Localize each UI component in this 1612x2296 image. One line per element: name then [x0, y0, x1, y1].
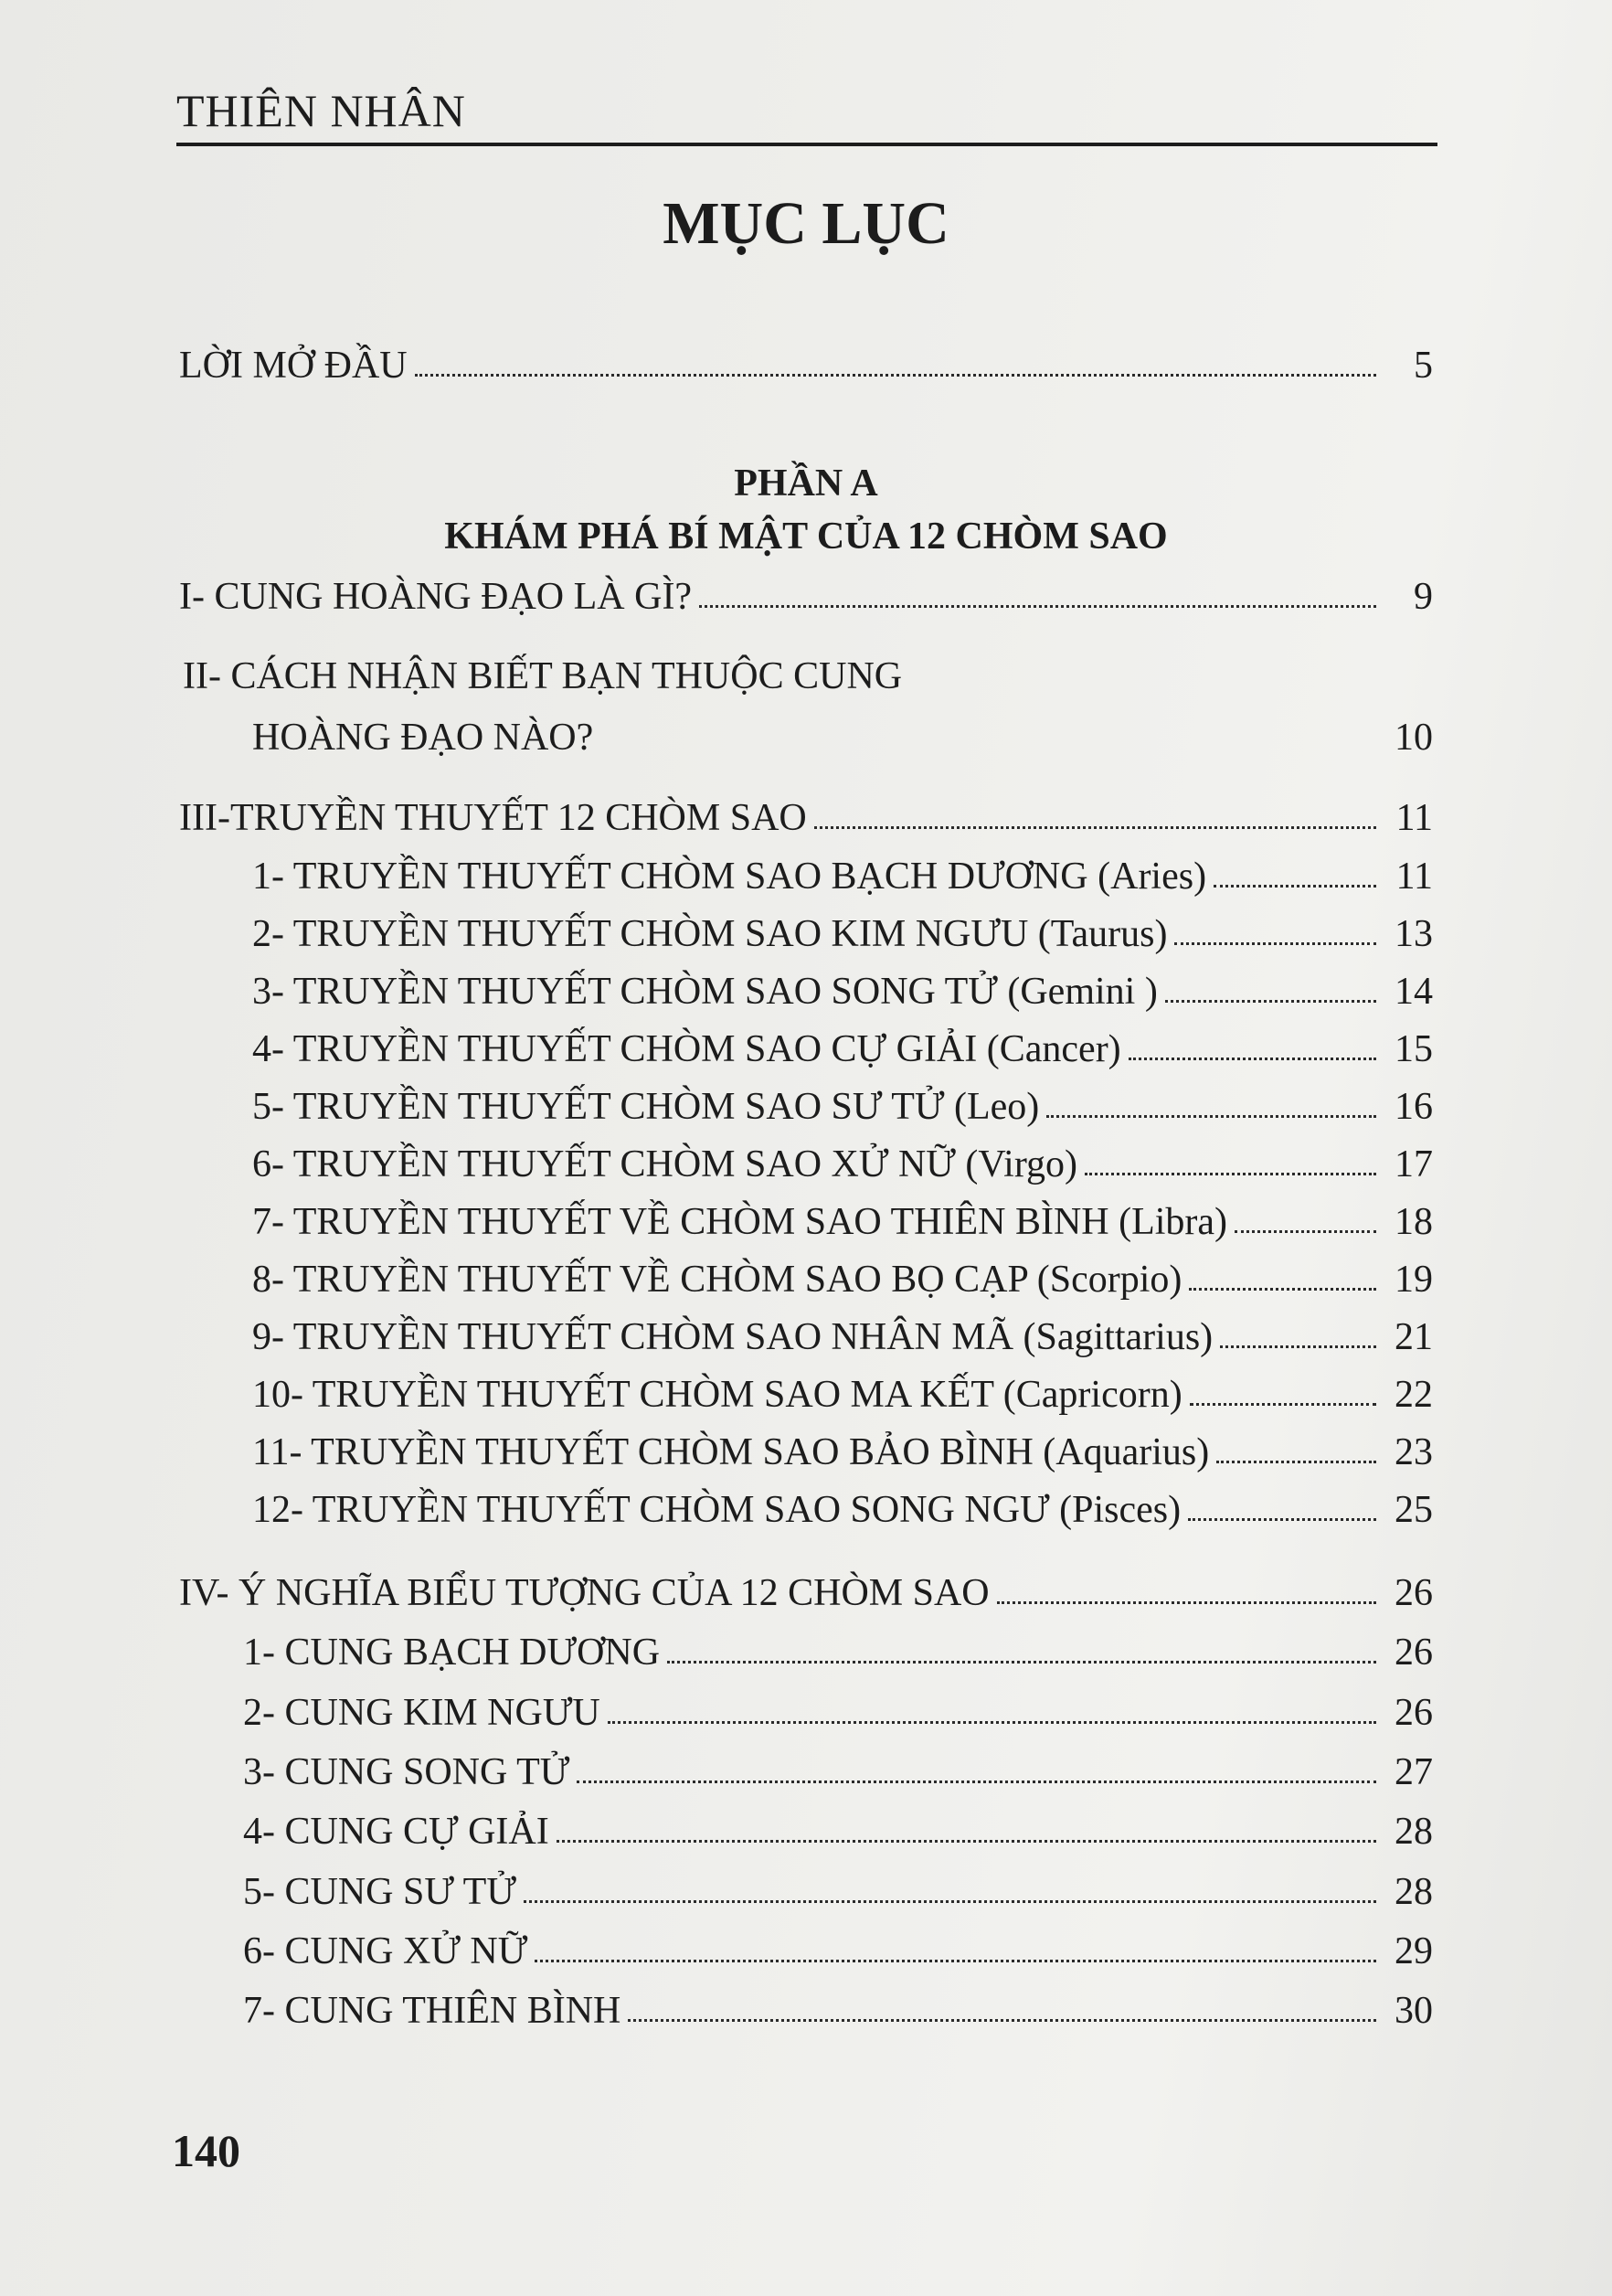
dot-leader: [1188, 1517, 1376, 1521]
toc-entry-section-1[interactable]: [179, 569, 1433, 616]
toc-entry-label: IV- Ý NGHĨA BIỂU TƯỢNG CỦA 12 CHÒM SAO: [179, 1572, 990, 1614]
running-head: THIÊN NHÂN: [176, 85, 466, 136]
dot-leader: [1220, 1345, 1376, 1348]
toc-subentry-leo[interactable]: [252, 1079, 1433, 1126]
toc-entry-label: 1- CUNG BẠCH DƯƠNG: [243, 1632, 661, 1674]
dot-leader: [667, 1660, 1376, 1664]
dot-leader: [1174, 941, 1376, 945]
toc-subentry-taurus[interactable]: [252, 906, 1433, 953]
toc-subentry-aquarius[interactable]: [252, 1424, 1433, 1472]
toc-subentry-cung-song-tu[interactable]: [243, 1744, 1433, 1791]
toc-entry-label: 8- TRUYỀN THUYẾT VỀ CHÒM SAO BỌ CẠP (Scorpio): [252, 1259, 1182, 1301]
toc-entry-label: 2- CUNG KIM NGƯU: [243, 1692, 600, 1734]
dot-leader: [814, 825, 1376, 829]
toc-entry-page: 17: [1395, 1143, 1433, 1185]
toc-subentry-capricorn[interactable]: [252, 1366, 1433, 1414]
dot-leader: [1216, 1460, 1376, 1463]
toc-entry-page: 19: [1395, 1259, 1433, 1301]
dot-leader: [1214, 884, 1376, 888]
toc-entry-label: 11- TRUYỀN THUYẾT CHÒM SAO BẢO BÌNH (Aquarius): [252, 1431, 1210, 1473]
toc-entry-label: I- CUNG HOÀNG ĐẠO LÀ GÌ?: [179, 576, 693, 618]
toc-subentry-cung-cu-giai[interactable]: [243, 1803, 1433, 1851]
toc-entry-page: 23: [1395, 1431, 1433, 1473]
dot-leader: [1129, 1057, 1376, 1060]
toc-entry-page: 10: [1395, 717, 1433, 759]
toc-entry-label: 4- TRUYỀN THUYẾT CHÒM SAO CỰ GIẢI (Cancer): [252, 1028, 1121, 1070]
toc-entry-page: 28: [1395, 1811, 1433, 1853]
dot-leader: [577, 1780, 1376, 1783]
toc-entry-page: 16: [1395, 1086, 1433, 1128]
toc-subentry-gemini[interactable]: [252, 963, 1433, 1011]
toc-entry-page: 5: [1414, 345, 1433, 387]
toc-entry-section-2-line1[interactable]: II- CÁCH NHẬN BIẾT BẠN THUỘC CUNG: [183, 655, 903, 697]
toc-entry-page: 11: [1395, 856, 1433, 898]
toc-entry-label: 9- TRUYỀN THUYẾT CHÒM SAO NHÂN MÃ (Sagittarius): [252, 1316, 1214, 1358]
toc-entry-label: 7- CUNG THIÊN BÌNH: [243, 1990, 621, 2032]
toc-subentry-cung-su-tu[interactable]: [243, 1864, 1433, 1911]
toc-entry-page: 28: [1395, 1871, 1433, 1913]
dot-leader: [415, 373, 1376, 377]
toc-entry-page: 27: [1395, 1751, 1433, 1793]
toc-entry-label: 3- TRUYỀN THUYẾT CHÒM SAO SONG TỬ (Gemini ): [252, 971, 1158, 1013]
dot-leader: [1189, 1287, 1376, 1291]
toc-entry-page: 9: [1414, 576, 1433, 618]
toc-subentry-cung-bach-duong[interactable]: [243, 1624, 1433, 1672]
header-rule: [176, 143, 1437, 146]
dot-leader: [1046, 1114, 1376, 1118]
toc-entry-label: 12- TRUYỀN THUYẾT CHÒM SAO SONG NGƯ (Pisces): [252, 1489, 1182, 1531]
dot-leader: [1085, 1172, 1376, 1175]
toc-entry-page: 13: [1395, 913, 1433, 955]
dot-leader: [535, 1959, 1376, 1962]
toc-entry-page: 11: [1395, 797, 1433, 839]
toc-entry-label: 6- TRUYỀN THUYẾT CHÒM SAO XỬ NỮ (Virgo): [252, 1143, 1078, 1185]
dot-leader: [1190, 1402, 1376, 1406]
dot-leader: [997, 1600, 1376, 1604]
toc-subentry-virgo[interactable]: [252, 1136, 1433, 1184]
toc-entry-page: 25: [1395, 1489, 1433, 1531]
toc-entry-label: 5- TRUYỀN THUYẾT CHÒM SAO SƯ TỬ (Leo): [252, 1086, 1040, 1128]
toc-entry-page: 18: [1395, 1201, 1433, 1243]
toc-entry-label: 7- TRUYỀN THUYẾT VỀ CHÒM SAO THIÊN BÌNH (Libra): [252, 1201, 1228, 1243]
toc-subentry-cung-kim-nguu[interactable]: [243, 1685, 1433, 1732]
toc-entry-label: 10- TRUYỀN THUYẾT CHÒM SAO MA KẾT (Capricorn): [252, 1374, 1182, 1416]
toc-entry-page: 29: [1395, 1930, 1433, 1972]
toc-entry-page: 26: [1395, 1692, 1433, 1734]
toc-entry-label: 2- TRUYỀN THUYẾT CHÒM SAO KIM NGƯU (Taurus): [252, 913, 1168, 955]
toc-entry-page: 21: [1395, 1316, 1433, 1358]
toc-entry-page: 15: [1395, 1028, 1433, 1070]
dot-leader: [524, 1899, 1376, 1903]
toc-subentry-cung-xu-nu[interactable]: [243, 1923, 1433, 1971]
page-title: MỤC LỤC: [663, 190, 949, 257]
toc-subentry-pisces[interactable]: [252, 1482, 1433, 1529]
toc-entry-page: 26: [1395, 1572, 1433, 1614]
toc-subentry-sagittarius[interactable]: [252, 1309, 1433, 1356]
toc-subentry-libra[interactable]: [252, 1194, 1433, 1241]
toc-entry-section-4[interactable]: [179, 1565, 1433, 1612]
toc-entry-section-3[interactable]: [179, 790, 1433, 837]
dot-leader: [1235, 1229, 1376, 1233]
toc-entry-page: 22: [1395, 1374, 1433, 1416]
toc-entry-label: 3- CUNG SONG TỬ: [243, 1751, 570, 1793]
toc-entry-label: HOÀNG ĐẠO NÀO?: [252, 717, 594, 759]
toc-entry-label: III-TRUYỀN THUYẾT 12 CHÒM SAO: [179, 797, 807, 839]
toc-subentry-aries[interactable]: [252, 848, 1433, 896]
toc-entry-label: LỜI MỞ ĐẦU: [179, 345, 408, 387]
toc-entry-label: 1- TRUYỀN THUYẾT CHÒM SAO BẠCH DƯƠNG (Aries): [252, 856, 1207, 898]
page-number: 140: [172, 2125, 240, 2176]
toc-entry-page: 14: [1395, 971, 1433, 1013]
toc-subentry-cung-thien-binh[interactable]: [243, 1982, 1433, 2030]
toc-entry-page: 30: [1395, 1990, 1433, 2032]
dot-leader: [557, 1839, 1376, 1843]
toc-subentry-cancer[interactable]: [252, 1021, 1433, 1068]
dot-leader: [1165, 999, 1376, 1003]
toc-entry-label: 4- CUNG CỰ GIẢI: [243, 1811, 549, 1853]
part-a-subheading: KHÁM PHÁ BÍ MẬT CỦA 12 CHÒM SAO: [444, 516, 1168, 558]
dot-leader: [628, 2018, 1376, 2022]
dot-leader: [608, 1720, 1376, 1724]
toc-entry-label: 6- CUNG XỬ NỮ: [243, 1930, 528, 1972]
toc-entry-label: 5- CUNG SƯ TỬ: [243, 1871, 516, 1913]
toc-entry-section-2[interactable]: [252, 709, 1433, 757]
part-a-heading: PHẦN A: [734, 462, 878, 505]
toc-subentry-scorpio[interactable]: [252, 1251, 1433, 1299]
dot-leader: [699, 604, 1376, 608]
toc-entry-page: 26: [1395, 1632, 1433, 1674]
toc-entry-intro[interactable]: [179, 337, 1433, 385]
